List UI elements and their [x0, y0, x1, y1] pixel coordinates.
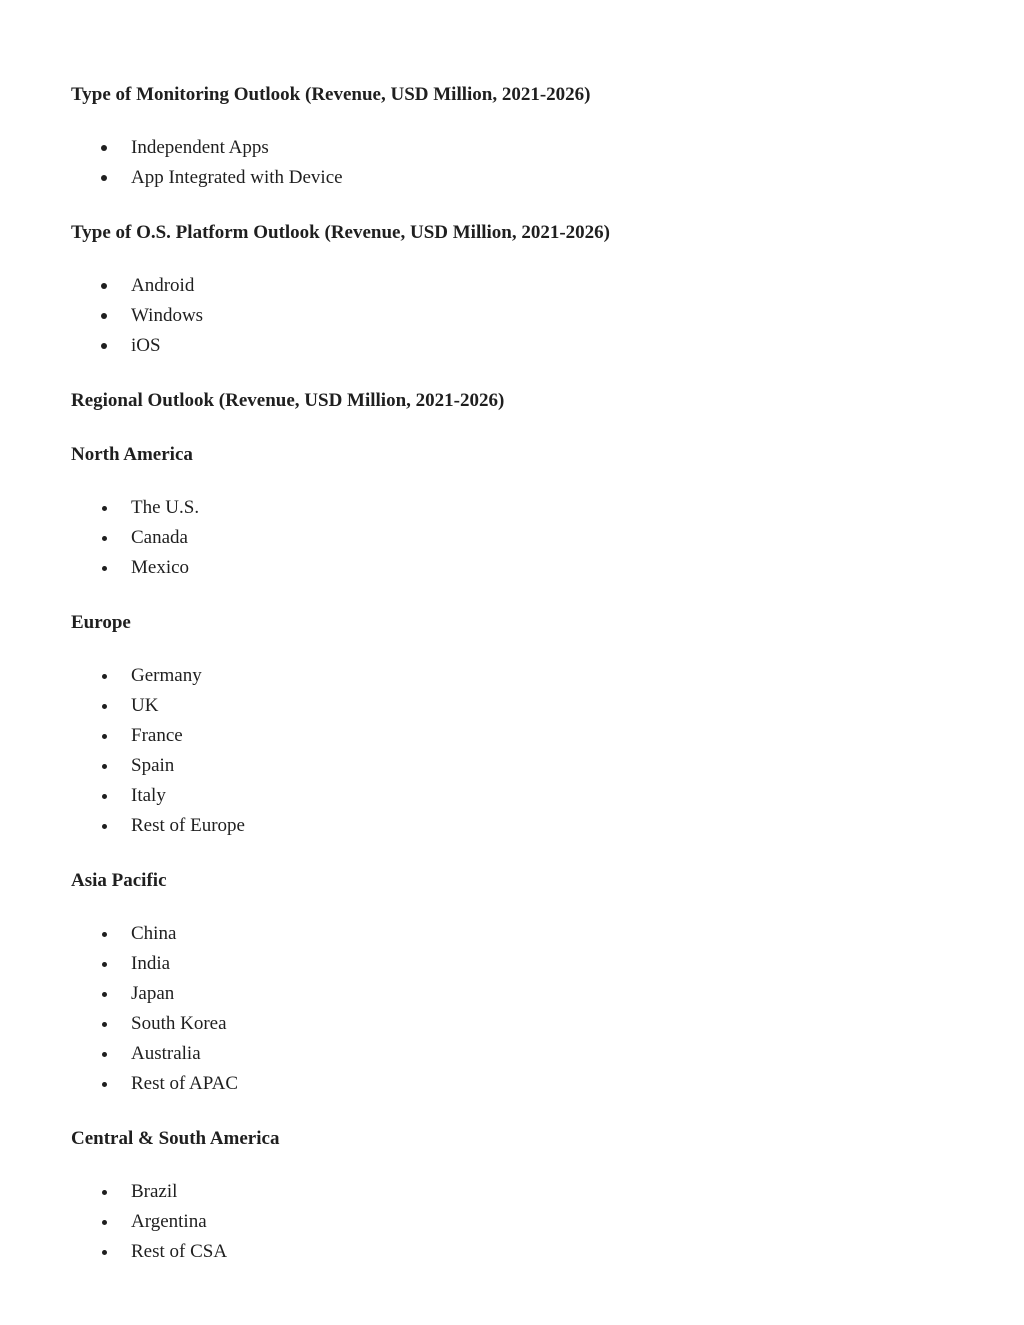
list-item-label: Mexico	[131, 557, 190, 578]
list-item-label: Rest of Europe	[131, 815, 245, 836]
bullet-icon	[102, 824, 107, 829]
list-item-label: South Korea	[131, 1013, 227, 1034]
bullet-icon	[102, 992, 107, 997]
heading-asia-pacific: Asia Pacific	[71, 870, 167, 891]
bullet-icon	[102, 566, 107, 571]
bullet-icon	[102, 1052, 107, 1057]
list-item-label: Android	[131, 275, 195, 296]
bullet-icon	[102, 764, 107, 769]
list-item-label: Rest of CSA	[131, 1241, 228, 1262]
list-item-label: Independent Apps	[131, 137, 269, 158]
bullet-icon	[102, 1220, 107, 1225]
list-item-label: Italy	[131, 785, 166, 806]
list-item-label: App Integrated with Device	[131, 167, 343, 188]
list-item-label: India	[131, 953, 171, 974]
list-item-label: UK	[131, 695, 159, 716]
heading-regional-outlook: Regional Outlook (Revenue, USD Million, 2021-2026)	[71, 390, 505, 411]
heading-central-south-america: Central & South America	[71, 1128, 280, 1149]
list-item-label: France	[131, 725, 183, 746]
heading-north-america: North America	[71, 444, 193, 465]
list-item-label: The U.S.	[131, 497, 200, 518]
bullet-icon	[101, 283, 107, 289]
list-item-label: Germany	[131, 665, 202, 686]
bullet-icon	[102, 962, 107, 967]
bullet-icon	[102, 932, 107, 937]
heading-europe: Europe	[71, 612, 131, 633]
bullet-icon	[102, 1022, 107, 1027]
list-item-label: Canada	[131, 527, 188, 548]
bullet-icon	[101, 343, 107, 349]
heading-os-platform-outlook: Type of O.S. Platform Outlook (Revenue, USD Million, 2021-2026)	[71, 222, 611, 243]
list-item-label: Argentina	[131, 1211, 207, 1232]
list-item-label: Windows	[131, 305, 204, 326]
bullet-icon	[102, 506, 107, 511]
bullet-icon	[101, 175, 107, 181]
bullet-icon	[102, 1082, 107, 1087]
list-item-label: iOS	[131, 335, 161, 356]
list-item-label: Spain	[131, 755, 175, 776]
bullet-icon	[101, 313, 107, 319]
list-item-label: China	[131, 923, 177, 944]
bullet-icon	[102, 536, 107, 541]
bullet-icon	[102, 794, 107, 799]
heading-monitoring-outlook: Type of Monitoring Outlook (Revenue, USD Million, 2021-2026)	[71, 84, 591, 105]
bullet-icon	[102, 1190, 107, 1195]
bullet-icon	[102, 674, 107, 679]
list-item-label: Brazil	[131, 1181, 178, 1202]
bullet-icon	[102, 704, 107, 709]
bullet-icon	[102, 1250, 107, 1255]
list-item-label: Australia	[131, 1043, 201, 1064]
bullet-icon	[102, 734, 107, 739]
list-item-label: Rest of APAC	[131, 1073, 238, 1094]
bullet-icon	[101, 145, 107, 151]
list-item-label: Japan	[131, 983, 175, 1004]
